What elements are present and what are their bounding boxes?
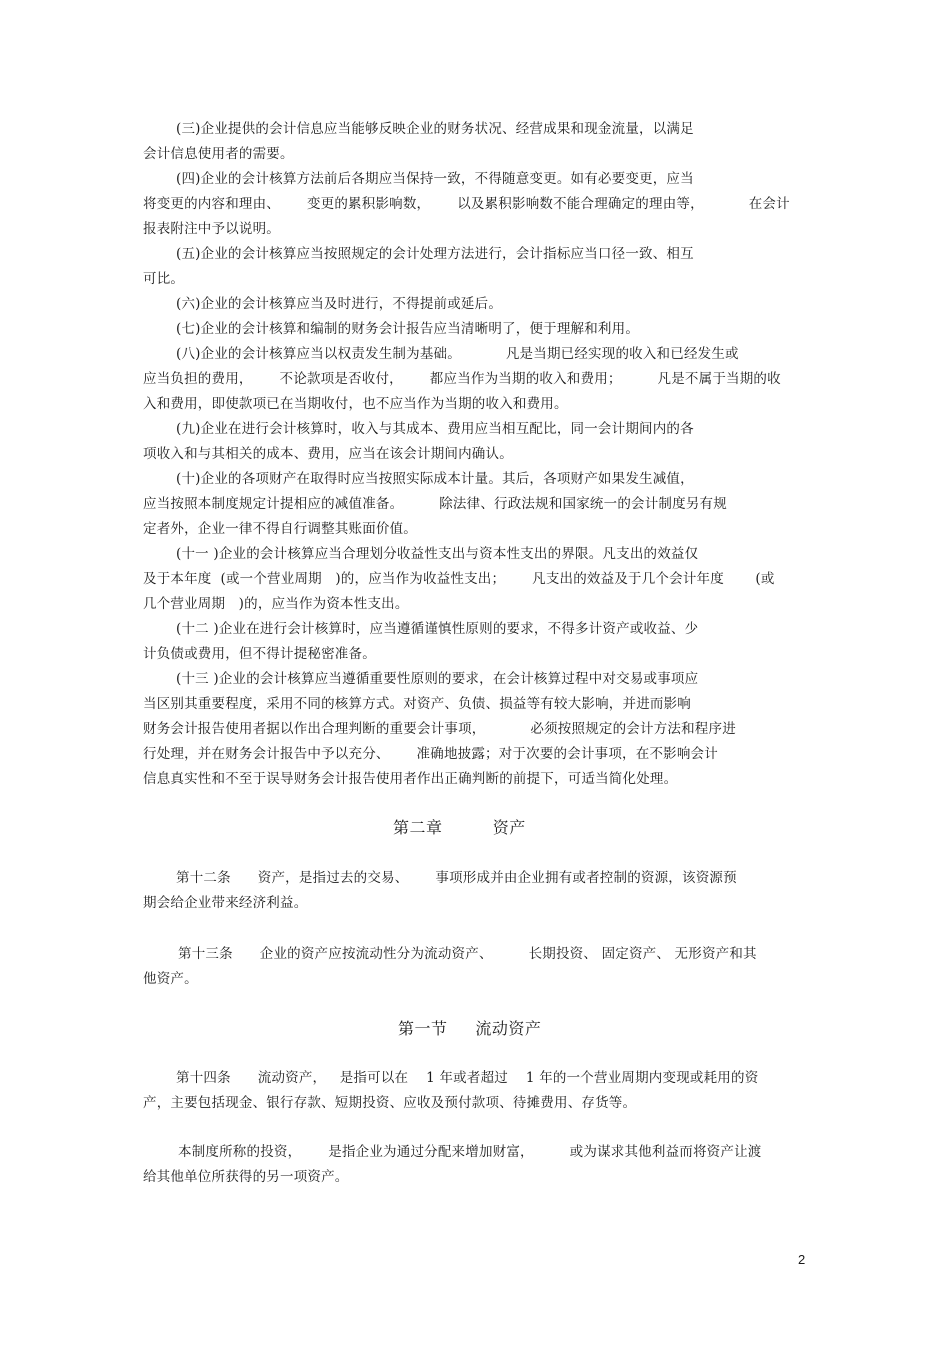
paragraph-10-line-1: (十)企业的各项财产在取得时应当按照实际成本计量。其后，各项财产如果发生减值， [176,471,694,487]
paragraph-13-line-5: 信息真实性和不至于误导财务会计报告使用者作出正确判断的前提下，可适当简化处理。 [143,771,678,787]
chapter-heading: 第二章 资产 [393,818,526,837]
paragraph-5-line-1: (五)企业的会计核算应当按照规定的会计处理方法进行，会计指标应当口径一致、相互 [176,246,694,262]
section-heading: 第一节 流动资产 [398,1019,542,1038]
article-12-line-1: 第十二条 资产，是指过去的交易、 事项形成并由企业拥有或者控制的资源，该资源预 [176,870,737,886]
paragraph-4-line-2: 将变更的内容和理由、 变更的累积影响数， 以及累积影响数不能合理确定的理由等， 在会计 [143,196,790,212]
paragraph-3-line-1: (三)企业提供的会计信息应当能够反映企业的财务状况、经营成果和现金流量，以满足 [176,121,694,137]
paragraph-5-line-2: 可比。 [143,271,185,287]
article-13-line-2: 他资产。 [143,971,198,987]
paragraph-13-line-4: 行处理，并在财务会计报告中予以充分、 准确地披露；对于次要的会计事项，在不影响会计 [143,746,718,762]
paragraph-11-line-2: 及于本年度 (或一个营业周期 )的，应当作为收益性支出； 凡支出的效益及于几个会计年度 (或 [143,571,775,587]
paragraph-8-line-1: (八)企业的会计核算应当以权责发生制为基础。 凡是当期已经实现的收入和已经发生或 [176,346,739,362]
paragraph-12-line-2: 计负债或费用，但不得计提秘密准备。 [143,646,376,662]
paragraph-13-line-1: (十三 )企业的会计核算应当遵循重要性原则的要求，在会计核算过程中对交易或事项应 [176,671,699,687]
paragraph-11-line-3: 几个营业周期 )的，应当作为资本性支出。 [143,596,409,612]
paragraph-10-line-3: 定者外，企业一律不得自行调整其账面价值。 [143,521,417,537]
paragraph-8-line-3: 入和费用，即使款项已在当期收付，也不应当作为当期的收入和费用。 [143,396,568,412]
paragraph-11-line-1: (十一 )企业的会计核算应当合理划分收益性支出与资本性支出的界限。凡支出的效益仅 [176,546,699,562]
paragraph-12-line-1: (十二 )企业在进行会计核算时，应当遵循谨慎性原则的要求，不得多计资产或收益、少 [176,621,699,637]
paragraph-3-line-2: 会计信息使用者的需要。 [143,146,294,162]
article-13-line-1: 第十三条 企业的资产应按流动性分为流动资产、 长期投资、 固定资产、 无形资产和其 [178,946,757,962]
article-14-line-1: 第十四条 流动资产， 是指可以在 1 年或者超过 1 年的一个营业周期内变现或耗用的资 [176,1070,759,1086]
article-12-line-2: 期会给企业带来经济利益。 [143,895,308,911]
paragraph-4-line-1: (四)企业的会计核算方法前后各期应当保持一致，不得随意变更。如有必要变更，应当 [176,171,694,187]
paragraph-4-line-3: 报表附注中予以说明。 [143,221,280,237]
paragraph-9-line-1: (九)企业在进行会计核算时，收入与其成本、费用应当相互配比，同一会计期间内的各 [176,421,694,437]
article-14-line-2: 产，主要包括现金、银行存款、短期投资、应收及预付款项、待摊费用、存货等。 [143,1095,637,1111]
paragraph-7-line-1: (七)企业的会计核算和编制的财务会计报告应当清晰明了，便于理解和利用。 [176,321,640,337]
page-number: 2 [798,1252,806,1267]
paragraph-10-line-2: 应当按照本制度规定计提相应的减值准备。 除法律、行政法规和国家统一的会计制度另有规 [143,496,727,512]
paragraph-9-line-2: 项收入和与其相关的成本、费用，应当在该会计期间内确认。 [143,446,513,462]
paragraph-13-line-2: 当区别其重要程度，采用不同的核算方式。对资产、负债、损益等有较大影响，并进而影响 [143,696,691,712]
paragraph-8-line-2: 应当负担的费用， 不论款项是否收付， 都应当作为当期的收入和费用； 凡是不属于当期的收 [143,371,781,387]
paragraph-6-line-1: (六)企业的会计核算应当及时进行，不得提前或延后。 [176,296,503,312]
investment-definition-line-1: 本制度所称的投资， 是指企业为通过分配来增加财富， 或为谋求其他利益而将资产让渡 [178,1144,762,1160]
paragraph-13-line-3: 财务会计报告使用者据以作出合理判断的重要会计事项， 必须按照规定的会计方法和程序进 [143,721,736,737]
investment-definition-line-2: 给其他单位所获得的另一项资产。 [143,1169,349,1185]
